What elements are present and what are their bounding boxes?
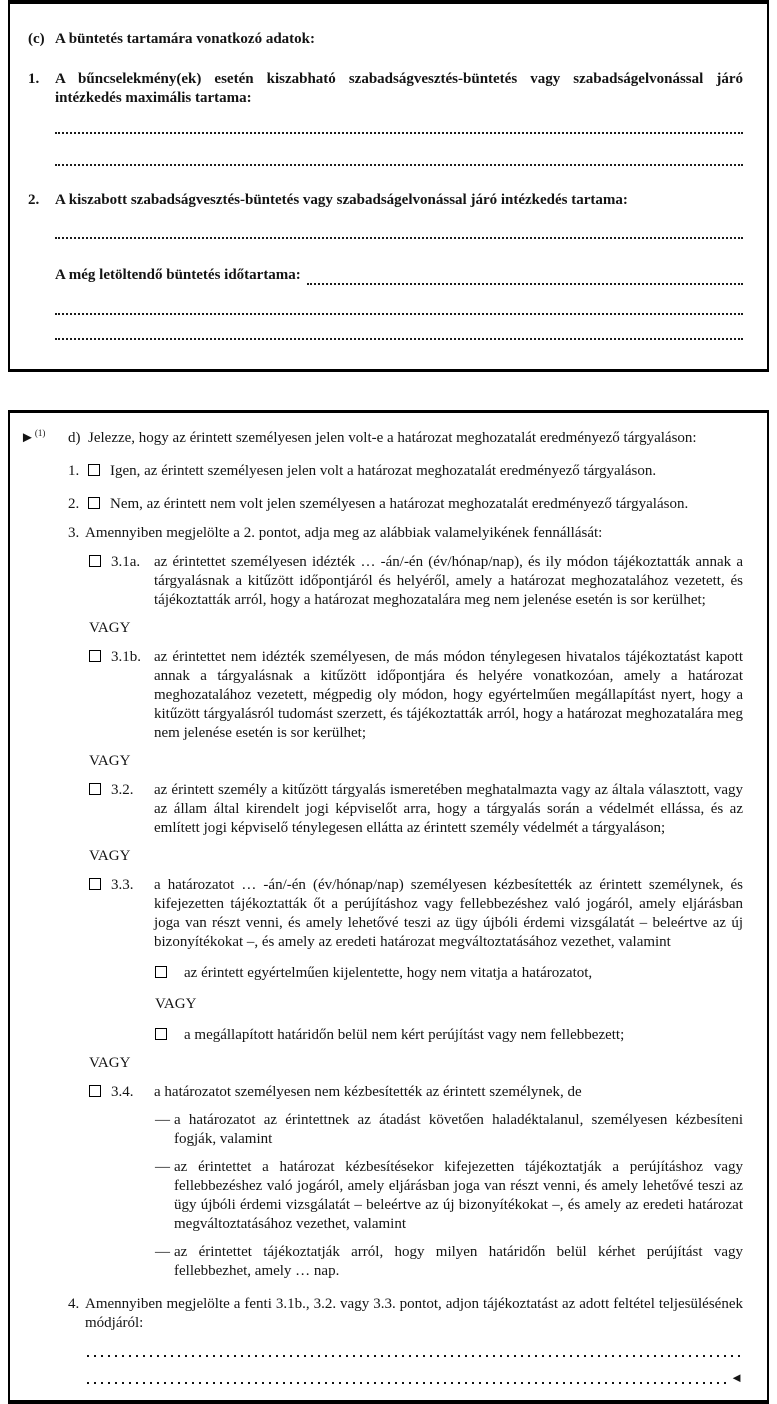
section-c-box [8,0,769,372]
sub-check-text: a megállapított határidőn belül nem kért perújítást vagy nem fellebbezett; [184,1027,625,1043]
sub-check-text: az érintett egyértelműen kijelentette, hogy nem vitatja a határozatot, [184,965,593,981]
checkbox-option-2[interactable] [88,497,100,509]
checkbox-3-2[interactable] [89,783,101,795]
option-1-text: Igen, az érintett személyesen jelen volt a határozat meghozatalát eredményező tárgyaláson. [110,463,657,479]
fill-line[interactable] [307,270,743,285]
fill-line[interactable] [55,303,743,315]
point-4-text: Amennyiben megjelölte a fenti 3.1b., 3.2. vagy 3.3. pontot, adjon tájékoztatást az adott feltétel teljesülésének módjáról: [85,1296,743,1331]
sub-option-3-4-text: a határozatot személyesen nem kézbesítették az érintett személynek, de [154,1084,582,1100]
amendment-end-marker-icon: ◄ [730,1370,743,1385]
or-separator: VAGY [89,848,131,864]
option-1-number: 1. [68,463,80,479]
sub-option-id: 3.2. [111,782,134,798]
dash-bullet: — [155,1112,170,1128]
sub-option-3-2-text: az érintett személy a kitűzött tárgyalás ismeretében meghatalmazta vagy az általa választott, vagy az állam által kirendelt jogi képviselőt arra, hogy a tárgyalás során a védelmét ellássa, és az említett jogi képviselő ténylegesen ellátta az érintett személy védelmét a tárgyaláson; [154,782,743,836]
checkbox-3-1b[interactable] [89,650,101,662]
fill-line[interactable] [55,154,743,166]
checkbox-3-3-no-appeal[interactable] [155,1028,167,1040]
section-d-title: Jelezze, hogy az érintett személyesen jelen volt-e a határozat meghozatalát eredményező tárgyaláson: [88,430,697,446]
or-separator: VAGY [89,753,131,769]
option-2-text: Nem, az érintett nem volt jelen személyesen a határozat meghozatalát eredményező tárgyaláson. [110,496,689,512]
checkbox-3-4[interactable] [89,1085,101,1097]
sub-option-id: 3.3. [111,877,134,893]
dash-item-text: az érintettet a határozat kézbesítésekor kifejezetten tájékoztatják a perújításhoz vagy fellebbezéshez való jogáról, amely eljárásban joga van részt venni, és amely lehetővé teszi az ügy újbóli érdemi vizsgálatát – beleértve az új bizonyítékokat –, és amely az eredeti határozat megváltoztatásához vezethet, valamint [174,1159,743,1232]
sub-option-3-3-text: a határozatot … -án/-én (év/hónap/nap) személyesen kézbesítették az érintett személynek, és kifejezetten tájékoztatták őt a perújításhoz vagy fellebbezéshez való jogáról, amely eljárásban joga van részt venni, és amely lehetővé teszi az ügy újbóli érdemi vizsgálatát – beleértve az új bizonyítékokat –, és amely az eredeti határozat megváltoztatásához vezethet, valamint [154,877,743,950]
point-3-number: 3. [68,525,80,541]
amendment-marker-icon: ► [20,430,35,446]
item-2-text: A kiszabott szabadságvesztés-büntetés vagy szabadságelvonással járó intézkedés tartama: [55,192,628,208]
point-3-text: Amennyiben megjelölte a 2. pontot, adja meg az alábbiak valamelyikének fennállását: [85,525,603,541]
item-1-number: 1. [28,71,40,87]
fill-line[interactable] [55,328,743,340]
or-separator: VAGY [155,996,197,1012]
fill-line[interactable] [87,1345,743,1357]
sub-option-id: 3.1b. [111,649,141,665]
fill-line[interactable] [55,227,743,239]
remaining-sentence-label: A még letöltendő büntetés időtartama: [55,267,301,283]
fill-line[interactable] [87,1372,726,1384]
dash-item-text: a határozatot az érintettnek az átadást követően haladéktalanul, személyesen kézbesíteni fogják, valamint [174,1112,743,1147]
or-separator: VAGY [89,620,131,636]
or-separator: VAGY [89,1055,131,1071]
fill-line[interactable] [55,122,743,134]
sub-option-3-1a-text: az érintettet személyesen idézték … -án/-én (év/hónap/nap), és ily módon tájékoztatták annak a tárgyalásnak a kitűzött időpontjáról és helyéről, amely a határozat meghozatalához vezetett, és tájékoztatták arról, hogy a határozat meghozatalára meg nem jelenése esetén is sor kerülhet; [154,554,743,608]
point-4-number: 4. [68,1296,80,1312]
section-c-label: (c) [28,31,45,47]
dash-item-text: az érintettet tájékoztatják arról, hogy milyen határidőn belül kérhet perújítást vagy fellebbezhet, amely … nap. [174,1244,743,1279]
item-2-number: 2. [28,192,40,208]
sub-option-id: 3.4. [111,1084,134,1100]
sub-option-id: 3.1a. [111,554,141,570]
option-2-number: 2. [68,496,80,512]
item-1-text: A bűncselekmény(ek) esetén kiszabható szabadságvesztés-büntetés vagy szabadságelvonással járó intézkedés maximális tartama: [55,71,743,106]
checkbox-option-1[interactable] [88,464,100,476]
checkbox-3-3[interactable] [89,878,101,890]
section-d-label: d) [68,430,81,446]
section-c-title: A büntetés tartamára vonatkozó adatok: [55,31,315,47]
sub-option-3-1b-text: az érintettet nem idézték személyesen, de más módon ténylegesen hivatalos tájékoztatást kapott annak a tárgyalásnak a kitűzött időpontjára és helyére vonatkozóan, amely a határozat meghozatalához vezetett, mégpedig oly módon, hogy egyértelműen megállapítást nyert, hogy a kitűzött tárgyalásról tudomást szerzett, és tájékoztatták arról, hogy a határozat meghozatalára meg nem jelenése esetén is sor kerülhet; [154,649,743,741]
section-d-box [8,410,769,1404]
checkbox-3-1a[interactable] [89,555,101,567]
footnote-ref: (1) [34,428,46,438]
dash-bullet: — [155,1244,170,1260]
dash-bullet: — [155,1159,170,1175]
checkbox-3-3-no-contest[interactable] [155,966,167,978]
